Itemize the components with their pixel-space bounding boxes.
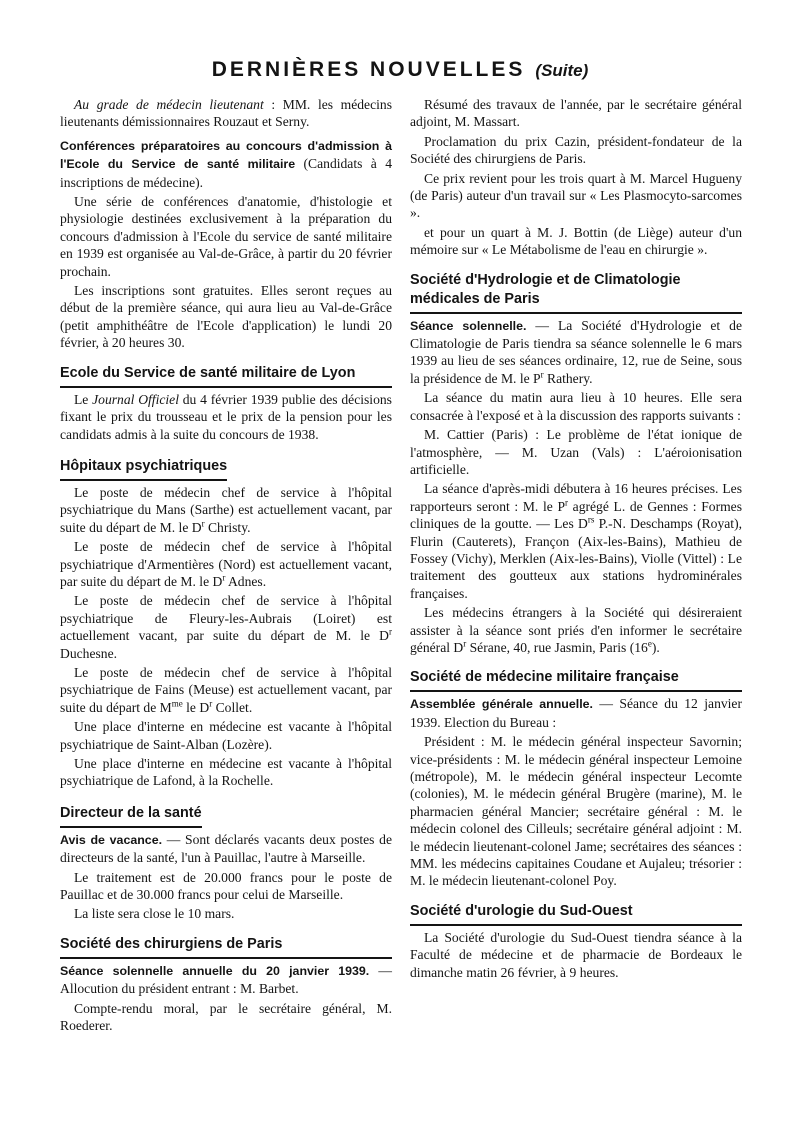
text: Collet. (212, 699, 253, 715)
text: ). (651, 639, 660, 655)
superscript: me (171, 698, 183, 709)
superscript: r (201, 518, 205, 529)
section-heading-medecine-militaire: Société de médecine militaire française (410, 668, 742, 692)
page-title (0, 58, 800, 82)
paragraph: La séance du matin aura lieu à 10 heures. Elle sera consacrée à l'exposé et à la discussion des rapports suivants : (410, 390, 742, 423)
superscript: r (540, 369, 544, 380)
section-heading-directeur: Directeur de la santé (60, 804, 202, 828)
paragraph (60, 962, 392, 998)
paragraph: Ce prix revient pour les trois quart à M. Marcel Hugueny (de Paris) auteur d'un travail sur « Les Plasmocyto-sarcomes ». (410, 170, 742, 221)
text: agrégé L. de Gennes : Formes cliniques de la goutte. — Les D (410, 498, 742, 532)
paragraph: Proclamation du prix Cazin, président-fondateur de la Société des chirurgiens de Paris. (410, 133, 742, 167)
paragraph (60, 484, 392, 536)
paragraph-text: — Sont déclarés vacants deux postes de directeurs de la santé, l'un à Pauillac, l'autre à Marseille. (60, 831, 392, 866)
bold-lead: Conférences préparatoires au concours d'admission à l'Ecole du Service de santé militaire (60, 138, 392, 172)
text: le D (182, 699, 210, 715)
paragraph-text: — Allocution du président entrant : M. Barbet. (60, 962, 393, 997)
text: Adnes. (225, 573, 267, 589)
bold-lead: Assemblée générale annuelle. (410, 697, 593, 712)
section-heading-lyon: Ecole du Service de santé militaire de Lyon (60, 364, 392, 388)
italic-text: Journal Officiel (92, 391, 179, 407)
text: Le poste de médecin chef de service à l'hôpital psychiatrique de Fleury-les-Aubrais (Loiret) est actuellement vacant, par suite du départ de M. le D (60, 593, 392, 644)
bold-lead: Séance solennelle annuelle du 20 janvier 1939. (60, 963, 370, 978)
italic-lead: Au grade de médecin lieutenant (74, 97, 264, 112)
paragraph (410, 480, 742, 602)
paragraph (60, 391, 392, 443)
text: du 4 février 1939 publie des décisions fixant le prix du trousseau et le prix de la pension pour les candidats admis à la suite du concours de 1938. (60, 391, 392, 442)
section-heading-chirurgiens: Société des chirurgiens de Paris (60, 935, 392, 959)
text: Duchesne. (60, 645, 117, 661)
bold-lead: Avis de vacance. (60, 832, 163, 847)
paragraph-text: : MM. les médecins lieutenants démissionnaires Rouzaut et Serny. (60, 97, 392, 130)
paragraph: Président : M. le médecin général inspecteur Savornin; vice-présidents : M. le médecin général inspecteur Lemoine (métropole), M. le médecin général inspecteur Lecomte (colonies), M. le médecin général Brugère (marine), M. le pharmacien général Mancier; secrétaire général : M. le médecin colonel des Cilleuls; secrétaire général adjoint : M. le médecin lieutenant-colonel Jame; secrétaires des séances : MM. les médecins capitaines Coudane et Aujaleu; trésorier : M. le médecin lieutenant-colonel Poy. (410, 734, 742, 889)
superscript: r (463, 638, 467, 649)
paragraph: Les inscriptions sont gratuites. Elles seront reçues au début de la première séance, qui aura lieu au Val-de-Grâce (petit amphithéâtre de l'Ecole d'application) le lundi 20 février, à 20 heures 30. (60, 283, 392, 351)
paragraph-text: — Séance du 12 janvier 1939. Election du Bureau : (410, 696, 742, 730)
text: La séance d'après-midi débutera à 16 heures précises. Les rapporteurs seront : M. le P (410, 481, 742, 514)
superscript: r (565, 497, 569, 508)
paragraph (60, 664, 392, 716)
section-heading-urologie: Société d'urologie du Sud-Ouest (410, 902, 742, 926)
paragraph-text: (Candidats à 4 inscriptions de médecine). (60, 156, 392, 190)
paragraph (410, 604, 742, 656)
superscript: r (389, 626, 392, 637)
text: Christy. (204, 519, 251, 535)
text: Le (74, 391, 93, 407)
paragraph (410, 317, 742, 388)
bold-lead: Séance solennelle. (410, 318, 527, 333)
superscript: rs (587, 514, 595, 525)
paragraph: M. Cattier (Paris) : Le problème de l'état ionique de l'atmosphère, — M. Uzan (Vals) : L'aéroionisation artificielle. (410, 427, 742, 477)
text: — La Société d'Hydrologie et de Climatologie de Paris tiendra sa séance solennelle le 6 mars 1939 au lieu de ses séances ordinaire, 12, rue de Seine, sous la présidence de M. le P (410, 317, 742, 386)
text: P.-N. Deschamps (Royat), Flurin (Cauterets), Françon (Aix-les-Bains), Mathieu de Fossey (Vichy), Merklen (Aix-les-Bains), Violle (Vittel) : Le traitement des goutteux aux stations hydrominérales françaises. (410, 516, 742, 601)
paragraph (60, 592, 392, 662)
superscript: e (647, 638, 652, 649)
paragraph: Compte-rendu moral, par le secrétaire général, M. Roederer. (60, 1000, 392, 1034)
paragraph (410, 695, 742, 731)
paragraph: et pour un quart à M. J. Bottin (de Liège) auteur d'un mémoire sur « Le Métabolisme de l'eau en chirurgie ». (410, 224, 742, 258)
paragraph: La Société d'urologie du Sud-Ouest tiendra séance à la Faculté de médecine et de pharmacie de Bordeaux le dimanche matin 26 février, à 9 heures. (410, 929, 742, 980)
paragraph (60, 831, 392, 867)
superscript: r (222, 572, 226, 583)
text: Le poste de médecin chef de service à l'hôpital psychiatrique d'Armentières (Nord) est actuellement vacant, par suite du départ de M. le D (60, 539, 392, 589)
text: Le poste de médecin chef de service à l'hôpital psychiatrique du Mans (Sarthe) est actuellement vacant, par suite du départ de M. le D (60, 484, 392, 535)
paragraph (60, 538, 392, 590)
paragraph (60, 96, 392, 131)
paragraph: Une série de conférences d'anatomie, d'histologie et physiologie destinées exclusivement à la préparation du concours d'admission à l'Ecole du service de santé militaire en 1939 est organisée au Val-de-Grâce, à partir du 20 février prochain. (60, 194, 392, 279)
text: Sérane, 40, rue Jasmin, Paris (16 (466, 639, 648, 655)
paragraph: Le traitement est de 20.000 francs pour le poste de Pauillac et de 30.000 francs pour celui de Marseille. (60, 869, 392, 903)
page-title-text: DERNIÈRES NOUVELLES (211, 58, 526, 81)
page-title-suite: (Suite) (535, 61, 589, 80)
paragraph: La liste sera close le 10 mars. (74, 906, 235, 922)
section-heading-hydrologie: Société d'Hydrologie et de Climatologie médicales de Paris (410, 271, 742, 314)
section-heading-hopitaux: Hôpitaux psychiatriques (60, 457, 227, 481)
superscript: r (209, 698, 213, 709)
text: Rathery. (543, 370, 593, 386)
text: Le poste de médecin chef de service à l'hôpital psychiatrique de Fains (Meuse) est actuellement vacant, par suite du départ de M (60, 664, 392, 715)
paragraph: Une place d'interne en médecine est vacante à l'hôpital psychiatrique de Saint-Alban (Lozère). (60, 719, 392, 752)
paragraph (60, 137, 392, 191)
paragraph: Une place d'interne en médecine est vacante à l'hôpital psychiatrique de Lafond, à la Rochelle. (60, 756, 392, 789)
left-column (60, 96, 392, 1036)
right-column (410, 96, 742, 983)
paragraph: Résumé des travaux de l'année, par le secrétaire général adjoint, M. Massart. (410, 97, 742, 130)
text: Les médecins étrangers à la Société qui désireraient assister à la séance sont priés d'en informer le secrétaire général D (410, 605, 742, 655)
